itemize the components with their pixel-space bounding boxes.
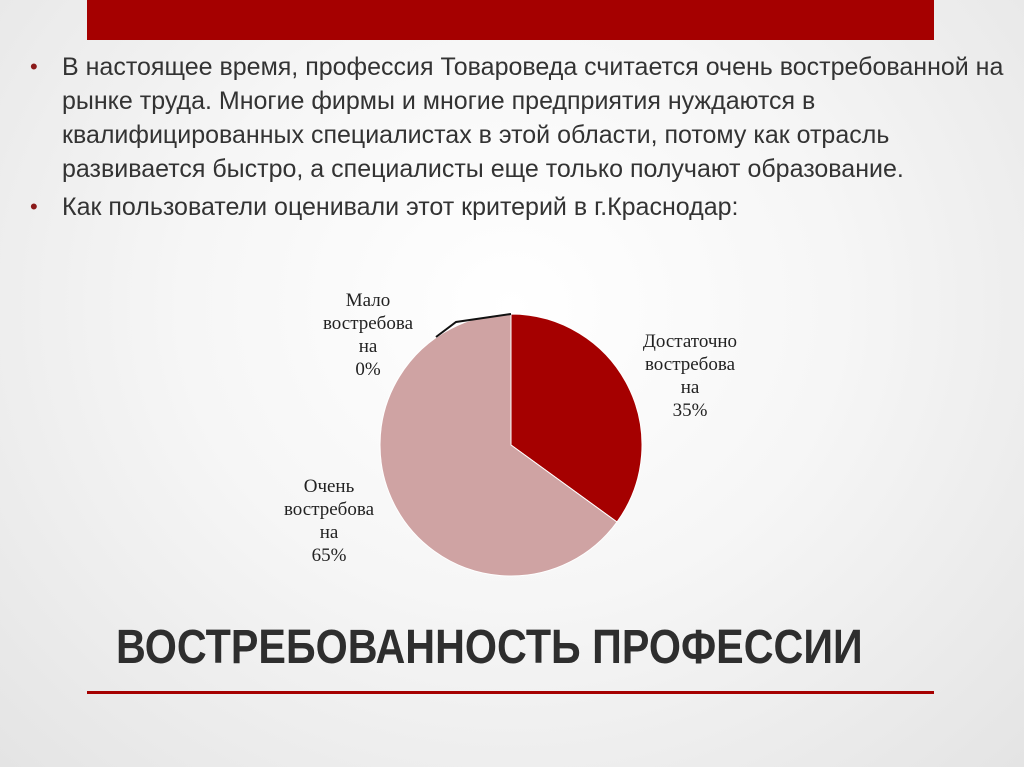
- bottom-accent-rule: [87, 691, 934, 694]
- slide-title: ВОСТРЕБОВАННОСТЬ ПРОФЕССИИ: [116, 621, 863, 674]
- bullet-item: [30, 50, 1020, 186]
- top-accent-bar: [87, 0, 934, 40]
- pie-slice-label: Достаточно востребова на 35%: [642, 331, 738, 421]
- pie-slice-label: Очень востребова на 65%: [283, 476, 375, 566]
- bullet-dot-icon: •: [30, 194, 38, 219]
- bullet-text: В настоящее время, профессия Товароведа считается очень востребованной на рынке труда. Многие фирмы и многие предприятия нуждаются в квалифицированных специалистах в этой области, потому как отрасль развивается быстро, а специалисты еще только получают образование.: [62, 53, 1004, 183]
- pie-slices: [380, 314, 642, 576]
- bullet-item: [30, 190, 1020, 224]
- pie-slice-label: Мало востребова на 0%: [322, 290, 414, 380]
- bullet-dot-icon: •: [30, 54, 38, 79]
- bullet-list: [30, 50, 1020, 228]
- bullet-text: Как пользователи оценивали этот критерий в г.Краснодар:: [62, 193, 739, 221]
- pie-chart: [250, 270, 770, 610]
